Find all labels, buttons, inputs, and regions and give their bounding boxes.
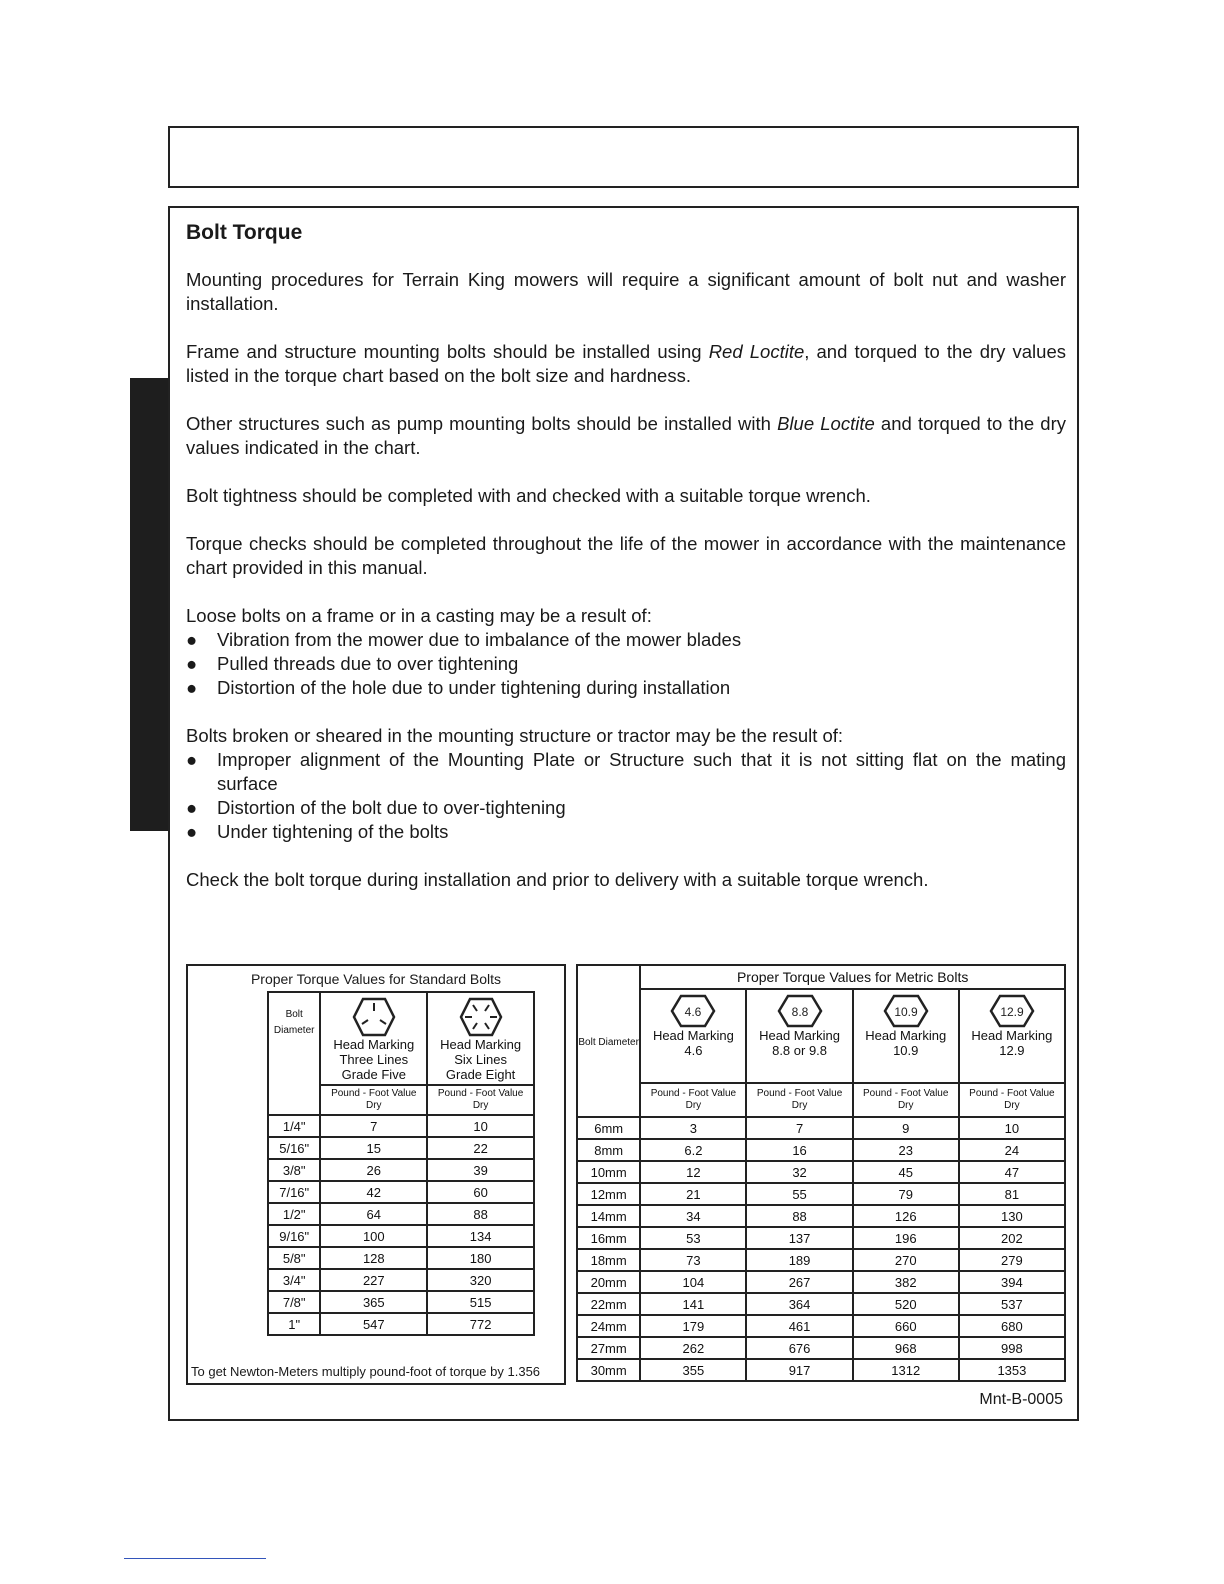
value-cell: 968 bbox=[853, 1337, 959, 1359]
grade-badge-text: 8.8 bbox=[791, 1005, 808, 1019]
table-row bbox=[268, 1291, 534, 1313]
value-cell: 126 bbox=[853, 1205, 959, 1227]
value-cell: 515 bbox=[427, 1291, 534, 1313]
list-item-text: Distortion of the hole due to under tightening during installation bbox=[217, 677, 731, 698]
header-line: Grade Five bbox=[341, 1067, 406, 1082]
list-item-text: Vibration from the mower due to imbalance of the mower blades bbox=[217, 629, 742, 650]
header-text: Bolt Diameter bbox=[273, 1009, 315, 1036]
bolt-size-cell: 9/16" bbox=[268, 1225, 320, 1247]
table-row bbox=[577, 1271, 1065, 1293]
header-line: Head Marking bbox=[865, 1028, 947, 1043]
section-side-tab bbox=[130, 378, 170, 831]
grade-badge-text: 12.9 bbox=[1000, 1005, 1024, 1019]
table-row bbox=[577, 1337, 1065, 1359]
page-title: Bolt Torque bbox=[186, 221, 303, 244]
value-cell: 680 bbox=[959, 1315, 1065, 1337]
unit-header bbox=[746, 1083, 852, 1117]
unit-sub-label: Dry bbox=[897, 1100, 914, 1111]
value-cell: 520 bbox=[853, 1293, 959, 1315]
footer-line bbox=[124, 1558, 266, 1559]
list-item bbox=[186, 652, 1066, 676]
metric-torque-table bbox=[576, 964, 1066, 1382]
grade-4-6-header bbox=[640, 989, 746, 1083]
table-row bbox=[577, 1359, 1065, 1381]
value-cell: 365 bbox=[320, 1291, 427, 1313]
grade-12-9-bolt-head-icon bbox=[989, 994, 1035, 1028]
value-cell: 79 bbox=[853, 1183, 959, 1205]
table-row bbox=[577, 1315, 1065, 1337]
header-line: Head Marking bbox=[759, 1028, 841, 1043]
text: and torqued to the dry values indicated in the chart. bbox=[186, 413, 1066, 458]
table-row bbox=[577, 1161, 1065, 1183]
unit-header bbox=[959, 1083, 1065, 1117]
header-line: 8.8 or 9.8 bbox=[772, 1043, 828, 1058]
value-cell: 267 bbox=[746, 1271, 852, 1293]
value-cell: 660 bbox=[853, 1315, 959, 1337]
bolt-size-cell: 16mm bbox=[577, 1227, 640, 1249]
header-line: Grade Eight bbox=[445, 1067, 516, 1082]
table-row bbox=[577, 1249, 1065, 1271]
bolt-size-cell: 8mm bbox=[577, 1139, 640, 1161]
grade-8-8-header bbox=[746, 989, 852, 1083]
value-cell: 128 bbox=[320, 1247, 427, 1269]
value-cell: 1353 bbox=[959, 1359, 1065, 1381]
bullet: ● bbox=[186, 677, 198, 698]
table-row bbox=[577, 1117, 1065, 1139]
bolt-size-cell: 22mm bbox=[577, 1293, 640, 1315]
list-item bbox=[186, 796, 1066, 820]
value-cell: 772 bbox=[427, 1313, 534, 1335]
unit-sub-label: Dry bbox=[685, 1100, 702, 1111]
bolt-size-cell: 10mm bbox=[577, 1161, 640, 1183]
value-cell: 34 bbox=[640, 1205, 746, 1227]
value-cell: 39 bbox=[427, 1159, 534, 1181]
unit-label: Pound - Foot Value bbox=[756, 1088, 843, 1099]
paragraph-torque-checks: Torque checks should be completed throughout the life of the mower in accordance with the maintenance chart provided in this manual. bbox=[186, 533, 1066, 578]
value-cell: 10 bbox=[427, 1115, 534, 1137]
header-line: Three Lines bbox=[339, 1052, 409, 1067]
value-cell: 461 bbox=[746, 1315, 852, 1337]
list-item bbox=[186, 676, 1066, 700]
value-cell: 45 bbox=[853, 1161, 959, 1183]
table-row bbox=[577, 1183, 1065, 1205]
value-cell: 364 bbox=[746, 1293, 852, 1315]
value-cell: 279 bbox=[959, 1249, 1065, 1271]
value-cell: 202 bbox=[959, 1227, 1065, 1249]
value-cell: 179 bbox=[640, 1315, 746, 1337]
grade-badge-text: 10.9 bbox=[894, 1005, 918, 1019]
unit-sub-label: Dry bbox=[791, 1100, 808, 1111]
value-cell: 227 bbox=[320, 1269, 427, 1291]
content bbox=[186, 220, 1066, 916]
value-cell: 141 bbox=[640, 1293, 746, 1315]
value-cell: 100 bbox=[320, 1225, 427, 1247]
unit-label: Pound - Foot Value bbox=[437, 1088, 524, 1099]
value-cell: 1312 bbox=[853, 1359, 959, 1381]
value-cell: 12 bbox=[640, 1161, 746, 1183]
text: Other structures such as pump mounting bolts should be installed with bbox=[186, 413, 778, 434]
blue-loctite-term: Blue Loctite bbox=[777, 413, 875, 434]
paragraph-check-torque: Check the bolt torque during installation and prior to delivery with a suitable torque wrench. bbox=[186, 869, 929, 890]
grade-eight-bolt-head-icon bbox=[459, 997, 503, 1037]
unit-header bbox=[640, 1083, 746, 1117]
unit-sub-label: Dry bbox=[366, 1100, 382, 1111]
table-row bbox=[268, 1137, 534, 1159]
header-line: Head Marking bbox=[333, 1037, 415, 1052]
paragraph-broken-bolts: Bolts broken or sheared in the mounting structure or tractor may be the result of: bbox=[186, 725, 844, 746]
list-item bbox=[186, 820, 1066, 844]
header-line: Head Marking bbox=[440, 1037, 522, 1052]
value-cell: 104 bbox=[640, 1271, 746, 1293]
bolt-size-cell: 1" bbox=[268, 1313, 320, 1335]
bolt-size-cell: 30mm bbox=[577, 1359, 640, 1381]
standard-torque-chart bbox=[186, 964, 566, 1385]
value-cell: 24 bbox=[959, 1139, 1065, 1161]
unit-header bbox=[320, 1085, 427, 1115]
bullet: ● bbox=[186, 821, 198, 842]
header-text: Bolt Diameter bbox=[578, 1037, 639, 1048]
value-cell: 81 bbox=[959, 1183, 1065, 1205]
paragraph-loose-bolts: Loose bolts on a frame or in a casting may be a result of: bbox=[186, 605, 652, 626]
bolt-torque-panel bbox=[168, 206, 1079, 1421]
value-cell: 137 bbox=[746, 1227, 852, 1249]
value-cell: 21 bbox=[640, 1183, 746, 1205]
grade-10-9-header bbox=[853, 989, 959, 1083]
value-cell: 9 bbox=[853, 1117, 959, 1139]
value-cell: 42 bbox=[320, 1181, 427, 1203]
value-cell: 16 bbox=[746, 1139, 852, 1161]
grade-badge-text: 4.6 bbox=[685, 1005, 702, 1019]
value-cell: 64 bbox=[320, 1203, 427, 1225]
header-line: 10.9 bbox=[893, 1043, 919, 1058]
table-row bbox=[268, 1313, 534, 1335]
unit-sub-label: Dry bbox=[1004, 1100, 1020, 1111]
grade-10-9-bolt-head-icon bbox=[883, 994, 929, 1028]
broken-causes-list bbox=[186, 748, 1066, 844]
header-box bbox=[168, 126, 1079, 188]
bolt-size-cell: 6mm bbox=[577, 1117, 640, 1139]
red-loctite-term: Red Loctite bbox=[708, 341, 805, 362]
table-row bbox=[268, 1181, 534, 1203]
grade-five-header bbox=[320, 992, 427, 1085]
grade-8-8-bolt-head-icon bbox=[777, 994, 823, 1028]
bullet: ● bbox=[186, 629, 198, 650]
unit-header bbox=[427, 1085, 534, 1115]
bolt-size-cell: 1/4" bbox=[268, 1115, 320, 1137]
value-cell: 270 bbox=[853, 1249, 959, 1271]
bolt-size-cell: 12mm bbox=[577, 1183, 640, 1205]
list-item bbox=[186, 748, 1066, 796]
table-row bbox=[577, 1205, 1065, 1227]
grade-4-6-bolt-head-icon bbox=[670, 994, 716, 1028]
value-cell: 88 bbox=[746, 1205, 852, 1227]
value-cell: 196 bbox=[853, 1227, 959, 1249]
value-cell: 32 bbox=[746, 1161, 852, 1183]
value-cell: 88 bbox=[427, 1203, 534, 1225]
list-item bbox=[186, 628, 1066, 652]
paragraph-intro: Mounting procedures for Terrain King mowers will require a significant amount of bolt nut and washer installation. bbox=[186, 269, 1066, 314]
bolt-size-cell: 7/16" bbox=[268, 1181, 320, 1203]
paragraph-blue-loctite bbox=[186, 412, 1066, 460]
newton-meter-note: To get Newton-Meters multiply pound-foot of torque by 1.356 bbox=[191, 1364, 541, 1379]
value-cell: 998 bbox=[959, 1337, 1065, 1359]
unit-header bbox=[853, 1083, 959, 1117]
paragraph-red-loctite bbox=[186, 340, 1066, 388]
table-row bbox=[268, 1225, 534, 1247]
table-row bbox=[268, 1203, 534, 1225]
value-cell: 355 bbox=[640, 1359, 746, 1381]
value-cell: 547 bbox=[320, 1313, 427, 1335]
value-cell: 917 bbox=[746, 1359, 852, 1381]
bolt-size-cell: 5/8" bbox=[268, 1247, 320, 1269]
list-item-text: Under tightening of the bolts bbox=[217, 821, 449, 842]
table-row bbox=[577, 1293, 1065, 1315]
unit-sub-label: Dry bbox=[472, 1100, 489, 1111]
bolt-size-cell: 18mm bbox=[577, 1249, 640, 1271]
bolt-size-cell: 1/2" bbox=[268, 1203, 320, 1225]
bullet: ● bbox=[186, 653, 198, 674]
header-line: Six Lines bbox=[454, 1052, 507, 1067]
table-row bbox=[577, 1139, 1065, 1161]
paragraph-tightness: Bolt tightness should be completed with and checked with a suitable torque wrench. bbox=[186, 485, 871, 506]
value-cell: 537 bbox=[959, 1293, 1065, 1315]
value-cell: 47 bbox=[959, 1161, 1065, 1183]
grade-five-bolt-head-icon bbox=[352, 997, 396, 1037]
value-cell: 26 bbox=[320, 1159, 427, 1181]
value-cell: 262 bbox=[640, 1337, 746, 1359]
value-cell: 130 bbox=[959, 1205, 1065, 1227]
value-cell: 55 bbox=[746, 1183, 852, 1205]
list-item-text: Pulled threads due to over tightening bbox=[217, 653, 519, 674]
value-cell: 6.2 bbox=[640, 1139, 746, 1161]
value-cell: 53 bbox=[640, 1227, 746, 1249]
table-row bbox=[268, 1269, 534, 1291]
value-cell: 394 bbox=[959, 1271, 1065, 1293]
bolt-diameter-header bbox=[268, 992, 320, 1115]
header-line: 4.6 bbox=[684, 1043, 703, 1058]
value-cell: 73 bbox=[640, 1249, 746, 1271]
loose-causes-list bbox=[186, 628, 1066, 700]
value-cell: 134 bbox=[427, 1225, 534, 1247]
value-cell: 22 bbox=[427, 1137, 534, 1159]
unit-label: Pound - Foot Value bbox=[650, 1088, 737, 1099]
bolt-size-cell: 3/8" bbox=[268, 1159, 320, 1181]
unit-label: Pound - Foot Value bbox=[969, 1088, 1055, 1099]
unit-label: Pound - Foot Value bbox=[331, 1088, 417, 1099]
grade-eight-header bbox=[427, 992, 534, 1085]
value-cell: 382 bbox=[853, 1271, 959, 1293]
bolt-size-cell: 27mm bbox=[577, 1337, 640, 1359]
list-item-text: Improper alignment of the Mounting Plate or Structure such that it is not sitting flat on the mating surface bbox=[217, 749, 1066, 794]
table-row bbox=[577, 1227, 1065, 1249]
header-line: 12.9 bbox=[999, 1043, 1025, 1058]
grade-12-9-header bbox=[959, 989, 1065, 1083]
figure-id: Mnt-B-0005 bbox=[979, 1391, 1063, 1408]
text: , and torqued to the dry values listed in the torque chart based on the bolt size and hardness. bbox=[186, 341, 1066, 386]
bullet: ● bbox=[186, 797, 198, 818]
bolt-diameter-header bbox=[577, 965, 640, 1117]
bolt-size-cell: 20mm bbox=[577, 1271, 640, 1293]
value-cell: 676 bbox=[746, 1337, 852, 1359]
header-line: Head Marking bbox=[971, 1028, 1053, 1043]
bolt-size-cell: 24mm bbox=[577, 1315, 640, 1337]
list-item-text: Distortion of the bolt due to over-tightening bbox=[217, 797, 566, 818]
bolt-size-cell: 7/8" bbox=[268, 1291, 320, 1313]
value-cell: 7 bbox=[746, 1117, 852, 1139]
bolt-size-cell: 14mm bbox=[577, 1205, 640, 1227]
value-cell: 15 bbox=[320, 1137, 427, 1159]
value-cell: 189 bbox=[746, 1249, 852, 1271]
standard-chart-title: Proper Torque Values for Standard Bolts bbox=[250, 971, 502, 987]
table-row bbox=[268, 1115, 534, 1137]
bolt-size-cell: 3/4" bbox=[268, 1269, 320, 1291]
standard-torque-table bbox=[267, 991, 535, 1336]
value-cell: 7 bbox=[320, 1115, 427, 1137]
value-cell: 320 bbox=[427, 1269, 534, 1291]
value-cell: 3 bbox=[640, 1117, 746, 1139]
value-cell: 10 bbox=[959, 1117, 1065, 1139]
value-cell: 60 bbox=[427, 1181, 534, 1203]
value-cell: 180 bbox=[427, 1247, 534, 1269]
table-row bbox=[268, 1159, 534, 1181]
bullet: ● bbox=[186, 749, 198, 770]
metric-torque-chart bbox=[576, 964, 1066, 1382]
bolt-size-cell: 5/16" bbox=[268, 1137, 320, 1159]
unit-label: Pound - Foot Value bbox=[863, 1088, 949, 1099]
header-line: Head Marking bbox=[652, 1028, 734, 1043]
value-cell: 23 bbox=[853, 1139, 959, 1161]
metric-chart-title: Proper Torque Values for Metric Bolts bbox=[640, 965, 1065, 989]
table-row bbox=[268, 1247, 534, 1269]
text: Frame and structure mounting bolts should be installed using bbox=[186, 341, 709, 362]
